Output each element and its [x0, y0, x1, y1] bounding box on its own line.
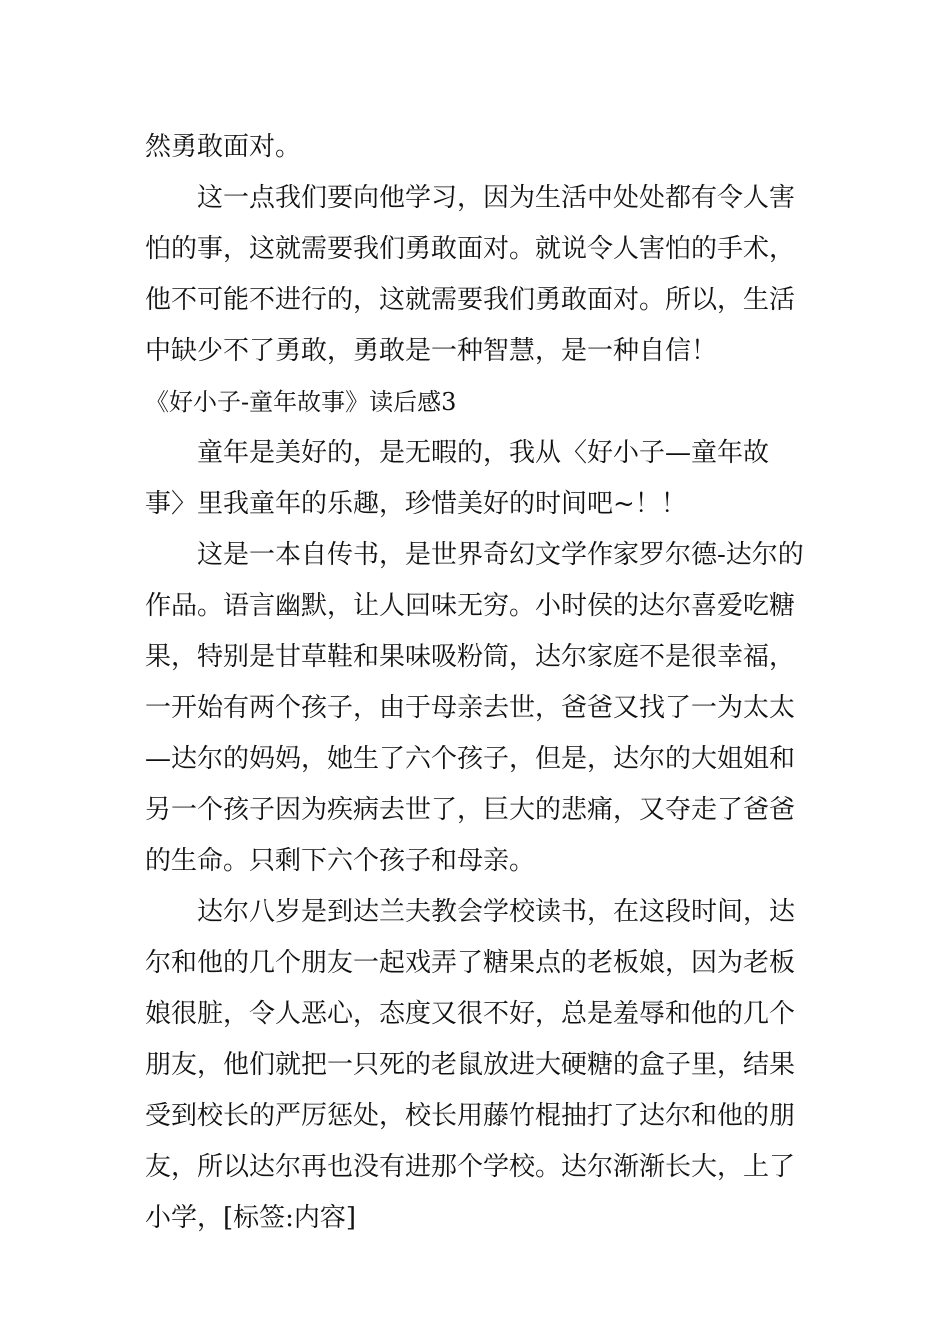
text-line: 作品。语言幽默，让人回味无穷。小时侯的达尔喜爱吃糖 [145, 591, 796, 621]
text-line: 娘很脏，令人恶心，态度又很不好，总是羞辱和他的几个 [145, 999, 796, 1029]
document-page [145, 122, 807, 1244]
paragraph-4 [145, 530, 807, 887]
text-line: 事〉里我童年的乐趣，珍惜美好的时间吧~！！ [145, 489, 687, 519]
text-line: 果，特别是甘草鞋和果味吸粉筒，达尔家庭不是很幸福， [145, 642, 796, 672]
text-line: 童年是美好的，是无暇的，我从〈好小子—童年故 [197, 438, 770, 468]
text-line: 他不可能不进行的，这就需要我们勇敢面对。所以，生活 [145, 285, 796, 315]
text-line: —达尔的妈妈，她生了六个孩子，但是，达尔的大姐姐和 [145, 744, 796, 774]
text-line: 一开始有两个孩子，由于母亲去世，爸爸又找了一为太太 [145, 693, 796, 723]
text-line: 这是一本自传书，是世界奇幻文学作家罗尔德-达尔的 [197, 540, 804, 570]
paragraph-3 [145, 428, 807, 530]
section-title [145, 377, 807, 428]
text-line: 达尔八岁是到达兰夫教会学校读书，在这段时间，达 [197, 897, 796, 927]
text-line: 的生命。只剩下六个孩子和母亲。 [145, 846, 536, 876]
text-line: 然勇敢面对。 [145, 132, 302, 162]
text-line: 朋友，他们就把一只死的老鼠放进大硬糖的盒子里，结果 [145, 1050, 796, 1080]
paragraph-5 [145, 887, 807, 1244]
section-title-text: 《好小子-童年故事》读后感3 [145, 388, 457, 416]
text-line: 中缺少不了勇敢，勇敢是一种智慧，是一种自信！ [145, 336, 718, 366]
text-line: 受到校长的严厉惩处，校长用藤竹棍抽打了达尔和他的朋 [145, 1101, 796, 1131]
text-line: 小学，[标签:内容] [145, 1203, 357, 1233]
text-line: 怕的事，这就需要我们勇敢面对。就说令人害怕的手术， [145, 234, 796, 264]
text-line: 另一个孩子因为疾病去世了，巨大的悲痛，又夺走了爸爸 [145, 795, 796, 825]
text-line: 尔和他的几个朋友一起戏弄了糖果点的老板娘，因为老板 [145, 948, 796, 978]
paragraph-2 [145, 173, 807, 377]
text-line: 友，所以达尔再也没有进那个学校。达尔渐渐长大，上了 [145, 1152, 796, 1182]
text-line: 这一点我们要向他学习，因为生活中处处都有令人害 [197, 183, 796, 213]
paragraph-1 [145, 122, 807, 173]
